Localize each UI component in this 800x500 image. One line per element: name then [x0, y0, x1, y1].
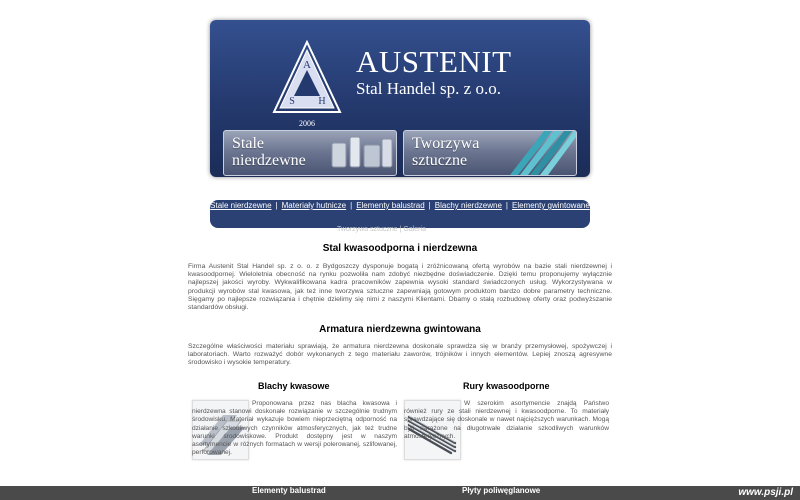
logo-year: 2006 [299, 119, 315, 128]
tile-plastics-label: Tworzywa sztuczne [412, 135, 480, 169]
section-title-steel: Stal kwasoodporna i nierdzewna [322, 243, 478, 254]
svg-text:S: S [289, 96, 295, 107]
product-text-pipes: W szerokim asortymencie znajdą Państwo również rury ze stali nierdzewnej i kwasoodporne. To materiały sprawdzające się doskonale w nawet najcięższych warunkach. Mogą być narażone na długotrwałe działanie szkodliwych warunków atmosferycznych. [404, 400, 609, 440]
nav-separator: | [275, 201, 278, 210]
bottom-strip [0, 486, 800, 500]
nav-separator: | [505, 201, 508, 210]
product-title-pipes[interactable]: Rury kwasoodporne [463, 381, 550, 391]
nav-overflow-text: Tworzywa sztuczne | Galeria [337, 226, 426, 233]
nav-link-threaded[interactable]: Elementy gwintowane [511, 201, 590, 210]
site-watermark: www.psji.pl [738, 487, 793, 498]
nav-separator: | [428, 201, 431, 210]
svg-text:A: A [303, 59, 311, 71]
brand-subtitle: Stal Handel sp. z o.o. [356, 79, 501, 98]
section-text-steel: Firma Austenit Stal Handel sp. z o. o. z Bydgoszczy dysponuje bogatą i zróżnicowaną ofertą wyrobów na bazie stali nierdzewnej i kwasoodpornej. Wieloletnia obecność na rynku pozwoliła nam zdobyć niezbędne doświadczenie. Dzięki temu proponujemy wyłącznie najlepszej jakości wyroby. Wykwalifikowana kadra pracowników zapewnia wysoki standard świadczonych usług. Wykorzystywana w produkcji wyrobów stal kwasowa, jak też inne tworzywa sztuczne zapewniają gotowym produktom bardzo dobre parametry techniczne. Sięgamy po najlepsze rozwiązania i chętnie dzielimy się nimi z naszymi Klientami. Dbamy o stałą rozbudowę oferty oraz podwyższanie standardów obsługi. [188, 263, 612, 312]
nav-link-stainless[interactable]: Stale nierdzewne [210, 201, 272, 210]
brand-title: AUSTENIT [356, 44, 512, 79]
product-title-polycarbonate[interactable]: Płyty poliwęglanowe [462, 486, 541, 495]
nav-separator: | [350, 201, 353, 210]
company-logo[interactable] [272, 40, 342, 130]
steel-fittings-image [324, 131, 396, 175]
product-title-sheets[interactable]: Blachy kwasowe [258, 381, 330, 391]
product-text-sheets: Proponowana przez nas blacha kwasowa i nierdzewna stanowi doskonałe rozwiązanie w szczególnie trudnym środowisku. Materiał wykazuje bowiem nieprzeciętną odporność na działanie szkodliwych czynników atmosferycznych, jak też trudne warunki środowiskowe. Produkt dostępny jest w naszym asortymencie w różnych formatach w wersji polerowanej, szlifowanej, perforowanej. [192, 400, 397, 457]
tile-stainless-steel[interactable] [223, 130, 397, 176]
header-banner [210, 20, 590, 177]
section-text-fittings: Szczególne właściwości materiału sprawiają, że armatura nierdzewna doskonale sprawdza się w branży przemysłowej, spożywczej i laboratoriach. Warto rozważyć dobór wykonanych z tego materiału zaworów, trójników i innych elementów. Lepiej znoszą agresywne środowisko i wysokie temperatury. [188, 343, 612, 367]
nav-link-metallurgy[interactable]: Materiały hutnicze [281, 201, 347, 210]
nav-link-sheets[interactable]: Blachy nierdzewne [434, 201, 502, 210]
main-nav [210, 200, 590, 228]
product-title-railings[interactable]: Elementy balustrad [252, 486, 326, 495]
tile-plastics[interactable] [403, 130, 577, 176]
tile-stainless-label: Stale nierdzewne [232, 135, 306, 169]
plastic-sheets-image [504, 131, 576, 175]
svg-text:H: H [318, 96, 326, 107]
nav-link-railings[interactable]: Elementy balustrad [356, 201, 425, 210]
section-title-fittings: Armatura nierdzewna gwintowana [319, 324, 481, 335]
